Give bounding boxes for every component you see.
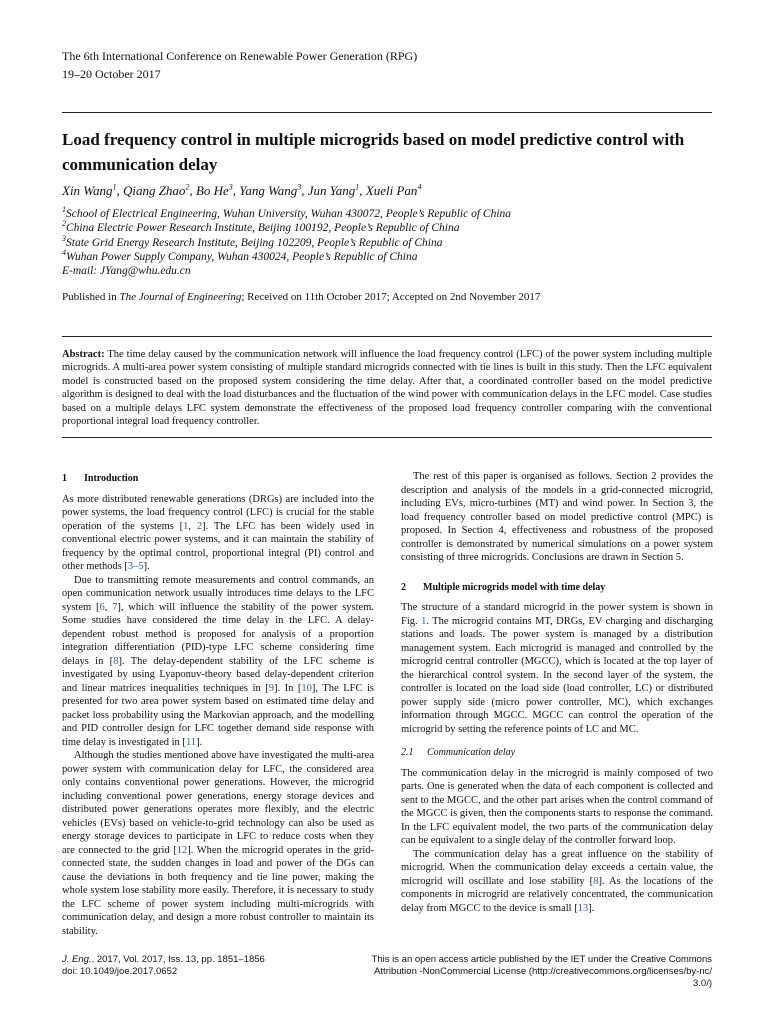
left-column bbox=[62, 470, 374, 938]
section-number: 1 bbox=[62, 473, 67, 484]
subsection-number: 2.1 bbox=[401, 747, 414, 758]
publication-prefix: Published in bbox=[62, 291, 120, 303]
section-2-paragraph: The structure of a standard microgrid in the power system is shown in Fig. 1. The microgrid contains MT, DRGs, EV charging and discharging stations and loads. The power system is managed by a distribution management system. Each microgrid is managed and controlled by the microgrid central controller (MGCC), which is located at the top layer of the hierarchical control system. In the second layer of the system, the controller is located on the load side (load controller, LC) or distributed power supply side (micro power controller, MC), which exchanges information through MGCC. MGCC can control the operation of the microgrid by setting the reference points of LC and MC. bbox=[401, 602, 713, 735]
paper-title: Load frequency control in multiple microgrids based on model predictive control with communication delay bbox=[62, 130, 685, 174]
reference-link[interactable]: 6 bbox=[99, 601, 105, 613]
license-footer bbox=[320, 954, 712, 990]
reference-link[interactable]: 13 bbox=[577, 902, 589, 914]
reference-link[interactable]: 2 bbox=[196, 520, 203, 532]
conference-name: The 6th International Conference on Renewable Power Generation (RPG) bbox=[62, 49, 418, 63]
section-1-heading bbox=[62, 472, 374, 486]
body-paragraph: The communication delay has a great influence on the stability of microgrid. When the communication delay exceeds a certain value, the microgrid will oscillate and lose stability [8]. As the locations of the components in microgrid are relatively concentrated, the communication delay from MGCC to the device is small [13]. bbox=[401, 848, 713, 914]
abstract bbox=[62, 348, 712, 428]
body-paragraph: As more distributed renewable generations (DRGs) are included into the power systems, the load frequency control (LFC) is crucial for the stable operation of the systems [1, 2]. The LFC has been widely used in conventional electric power systems, and it can maintain the stability of frequency by the optimal control, proportional integral (PI) control and other methods [3–5]. bbox=[62, 493, 374, 572]
license-line-1: This is an open access article published by the IET under the Creative Commons bbox=[371, 954, 712, 965]
affiliation-text: China Electric Power Research Institute, Beijing 100192, People’s Republic of China bbox=[66, 222, 460, 235]
reference-link[interactable]: 10 bbox=[301, 682, 312, 694]
reference-link[interactable]: 1 bbox=[183, 520, 189, 532]
citation-details: , 2017, Vol. 2017, Iss. 13, pp. 1851–1856 bbox=[91, 954, 265, 965]
reference-link[interactable]: 3–5 bbox=[127, 561, 144, 572]
subsection-title: Communication delay bbox=[427, 747, 516, 758]
affiliation-number: 4 bbox=[62, 248, 66, 258]
affiliations bbox=[62, 207, 511, 278]
affiliation bbox=[62, 233, 511, 250]
section-number: 2 bbox=[401, 581, 406, 593]
publication-info bbox=[62, 291, 540, 303]
body-paragraph: Although the studies mentioned above have investigated the multi-area power system with communication delay for LFC, the considered area only contains conventional power generations. However, the microgrid including conventional power generations, energy storage devices and distributed power generations operates more flexibly, and the electric vehicles (EVs) based on vehicle-to-grid technology can also be used as energy storage devices to participate in LFC to reduce costs when they are connected to the grid [12]. When the microgrid operates in the grid-connected state, the sudden changes in load and power of the DGs can cause the deviations in both frequency and tie line power, making the whole system lose stability more easily. Therefore, it is necessary to study the LFC scheme of power system including multi-microgrids with communication delay, and design a more robust controller to maintain its stability. bbox=[62, 750, 374, 937]
citation-footer bbox=[62, 954, 265, 978]
reference-link[interactable]: 1 bbox=[421, 615, 427, 627]
author-affiliation-mark: 4 bbox=[417, 182, 422, 192]
affiliation-text: Wuhan Power Supply Company, Wuhan 430024, People’s Republic of China bbox=[66, 250, 418, 263]
author-name: Xin Wang bbox=[62, 183, 113, 198]
affiliation-number: 3 bbox=[62, 233, 66, 243]
section-2-heading bbox=[401, 581, 713, 595]
publication-dates: ; Received on 11th October 2017; Accepted on 2nd November 2017 bbox=[241, 291, 541, 303]
abstract-top-rule bbox=[62, 336, 712, 337]
reference-link[interactable]: 8 bbox=[113, 655, 119, 667]
affiliation bbox=[62, 221, 511, 235]
author-list: Xin Wang$^1$, Qiang Zhao$^2$, Bo He$^3$, Yang Wang$^3$, Jun Yang$^1$, Xueli Pan$^4$ bbox=[62, 182, 422, 198]
abstract-label: Abstract: bbox=[62, 349, 105, 360]
author-affiliation-mark: 3 bbox=[297, 182, 302, 192]
affiliation bbox=[62, 207, 511, 221]
doi[interactable]: doi: 10.1049/joe.2017.0652 bbox=[62, 966, 178, 977]
affiliation-number: 2 bbox=[62, 219, 66, 229]
affiliation-number: 1 bbox=[62, 205, 66, 215]
right-column bbox=[401, 470, 713, 915]
affiliation-text: School of Electrical Engineering, Wuhan University, Wuhan 430072, People’s Republic of China bbox=[66, 208, 512, 220]
outline-paragraph: The rest of this paper is organised as follows. Section 2 provides the description and analysis of the models in a grid-connected microgrid, including EVs, micro-turbines (MT) and wind power. In Section 3, the load frequency controller based on model predictive control (MPC) is proposed. In Section 4, effectiveness and robustness of the proposed controller is demonstrated by numerical simulations on a power system consisting of three microgrids. Conclusions are drawn in Section 5. bbox=[401, 471, 713, 563]
author-name: Yang Wang bbox=[239, 183, 298, 198]
section-title: Multiple microgrids model with time delay bbox=[423, 581, 606, 593]
subsection-paragraphs bbox=[401, 767, 713, 916]
reference-link[interactable]: 8 bbox=[593, 875, 599, 887]
subsection-2-1-heading bbox=[401, 746, 713, 760]
citation-journal: J. Eng. bbox=[62, 954, 92, 965]
license-line-2[interactable]: Attribution -NonCommercial License (http://creativecommons.org/licenses/by-nc/ bbox=[374, 966, 712, 977]
license-line-3[interactable]: 3.0/) bbox=[692, 978, 712, 989]
affiliation-list bbox=[62, 207, 511, 264]
reference-link[interactable]: 9 bbox=[268, 682, 274, 694]
header-rule bbox=[62, 112, 712, 113]
journal-name: The Journal of Engineering bbox=[119, 291, 242, 303]
author-affiliation-mark: 1 bbox=[355, 182, 360, 192]
author-affiliation-mark: 3 bbox=[228, 182, 233, 192]
affiliation bbox=[62, 250, 511, 264]
conference-header bbox=[62, 47, 417, 83]
affiliation-text: State Grid Energy Research Institute, Beijing 102209, People’s Republic of China bbox=[66, 236, 443, 249]
section-title: Introduction bbox=[84, 473, 139, 484]
author-affiliation-mark: 1 bbox=[112, 182, 117, 192]
author-name: Jun Yang bbox=[307, 183, 356, 198]
body-paragraph: Due to transmitting remote measurements and control commands, an open communication network usually introduces time delays to the LFC system [6, 7], which will influence the stability of the power system. Some studies have considered the time delay in the LFC. A delay-dependent robust method is proposed for analysis of a proportion integration differentiation (PID)-type LFC scheme considering time delays in [8]. The delay-dependent stability of the LFC scheme is investigated by using Lyaponuv-theory based delay-dependent criterion and linear matrices inequalities techniques in [9]. In [10], The LFC is presented for two area power system based on estimated time delay and packet loss probability using the Markovian approach, and the modelling and PID controller design for LFC together demand side response with time delay is investigated in [11]. bbox=[62, 574, 374, 748]
conference-dates: 19–20 October 2017 bbox=[62, 67, 161, 81]
intro-paragraphs bbox=[62, 493, 374, 939]
contact-email[interactable]: E-mail: JYang@whu.edu.cn bbox=[62, 265, 191, 278]
reference-link[interactable]: 12 bbox=[176, 844, 188, 856]
author-affiliation-mark: 2 bbox=[185, 182, 190, 192]
author-name: Bo He bbox=[195, 183, 229, 198]
author-name: Xueli Pan bbox=[365, 183, 418, 198]
abstract-bottom-rule bbox=[62, 437, 712, 438]
abstract-text: The time delay caused by the communication network will influence the load frequency control (LFC) of the power system including multiple microgrids. A multi-area power system consisting of multiple standard microgrids connected with tie lines is built in this study. Then the LFC equivalent model is constructed based on the proposed system considering the time delay. After that, a coordinated controller based on the model predictive algorithm is designed to deal with the load disturbances and the fluctuation of the wind power with communication delays in the LFC model. Case studies based on a multiple delays LFC system demonstrate the effectiveness of the proposed load frequency controller comparing with the conventional proportional integral load frequency controller. bbox=[62, 349, 712, 428]
reference-link[interactable]: 7 bbox=[112, 601, 118, 613]
author-name: Qiang Zhao bbox=[122, 183, 186, 198]
body-paragraph: The communication delay in the microgrid is mainly composed of two parts. One is generated when the data of each component is collected and sent to the MGCC, and the other part arises when the control command of the MGCC is given, then the components starts to response the command. In the LFC equivalent model, the two parts of the communication delay can be equivalent to a single delay of the controller forward loop. bbox=[401, 767, 713, 846]
reference-link[interactable]: 11 bbox=[185, 736, 197, 748]
